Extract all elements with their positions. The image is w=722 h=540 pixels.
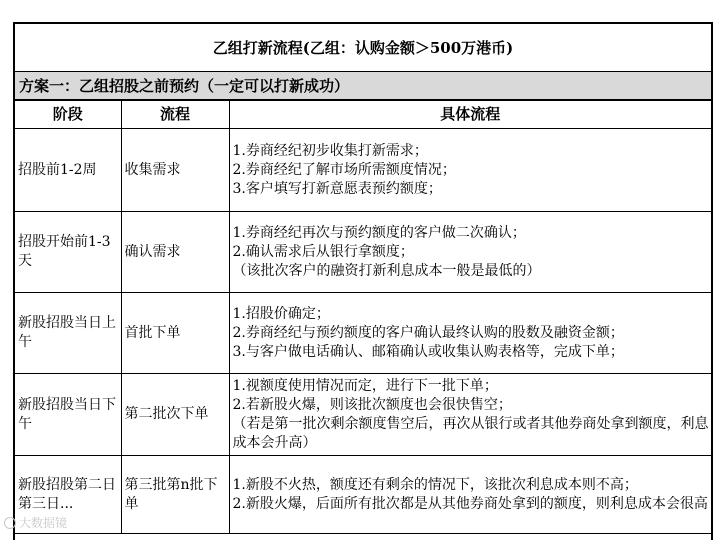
table-row	[15, 456, 711, 534]
column-header-detail: 具体流程	[229, 101, 711, 129]
stage-cell: 新股招股第二日第三日...	[15, 456, 121, 534]
detail-line: 2.券商经纪与预约额度的客户确认最终认购的股数及融资金额；	[232, 324, 624, 341]
detail-line: 2.新股火爆，后面所有批次都是从其他券商处拿到的额度，则利息成本会很高	[232, 495, 708, 512]
stage-cell: 新股招股当日上午	[15, 293, 121, 374]
detail-cell	[229, 374, 711, 456]
detail-line: 1.新股不火热，额度还有剩余的情况下，该批次利息成本则不高；	[232, 476, 638, 493]
watermark-logo-icon	[4, 517, 16, 529]
table-row	[15, 212, 711, 293]
plan-heading: 方案一：乙组招股之前预约（一定可以打新成功）	[15, 72, 711, 100]
stage-cell: 招股开始前1-3天	[15, 212, 121, 293]
detail-line: 1.视额度使用情况而定，进行下一批下单；	[232, 377, 498, 394]
table-row	[15, 293, 711, 374]
table-row	[15, 129, 711, 212]
detail-line: 2.确认需求后从银行拿额度；	[232, 243, 414, 260]
detail-line: 1.券商经纪初步收集打新需求；	[232, 142, 428, 159]
detail-cell	[229, 293, 711, 374]
flow-cell: 第二批次下单	[121, 374, 229, 456]
detail-line: 2.券商经纪了解市场所需额度情况；	[232, 161, 456, 178]
detail-line: 3.客户填写打新意愿表预约额度；	[232, 180, 442, 197]
table-row	[15, 374, 711, 456]
flow-cell: 首批下单	[121, 293, 229, 374]
table-frame	[13, 22, 713, 540]
column-header-flow: 流程	[121, 101, 229, 129]
detail-line: （若是第一批次剩余额度售空后，再次从银行或者其他券商处拿到额度，利息成本会升高）	[232, 415, 709, 451]
flow-cell: 第三批第n批下单	[121, 456, 229, 534]
detail-line: 1.招股价确定；	[232, 305, 330, 322]
watermark	[4, 514, 67, 531]
process-table	[15, 100, 711, 534]
page-title: 乙组打新流程(乙组：认购金额＞500万港币)	[15, 24, 711, 72]
table-header-row	[15, 101, 711, 129]
detail-cell	[229, 129, 711, 212]
detail-line: 3.与客户做电话确认、邮箱确认或收集认购表格等，完成下单；	[232, 343, 624, 360]
flow-cell: 收集需求	[121, 129, 229, 212]
detail-line: 1.券商经纪再次与预约额度的客户做二次确认；	[232, 224, 526, 241]
stage-cell: 新股招股当日下午	[15, 374, 121, 456]
watermark-text: 大数据镜	[19, 516, 68, 530]
detail-cell	[229, 212, 711, 293]
detail-line: 2.若新股火爆，则该批次额度也会很快售空；	[232, 396, 512, 413]
stage-cell: 招股前1-2周	[15, 129, 121, 212]
detail-line: （该批次客户的融资打新利息成本一般是最低的）	[232, 262, 541, 279]
column-header-stage: 阶段	[15, 101, 121, 129]
flow-cell: 确认需求	[121, 212, 229, 293]
detail-cell	[229, 456, 711, 534]
